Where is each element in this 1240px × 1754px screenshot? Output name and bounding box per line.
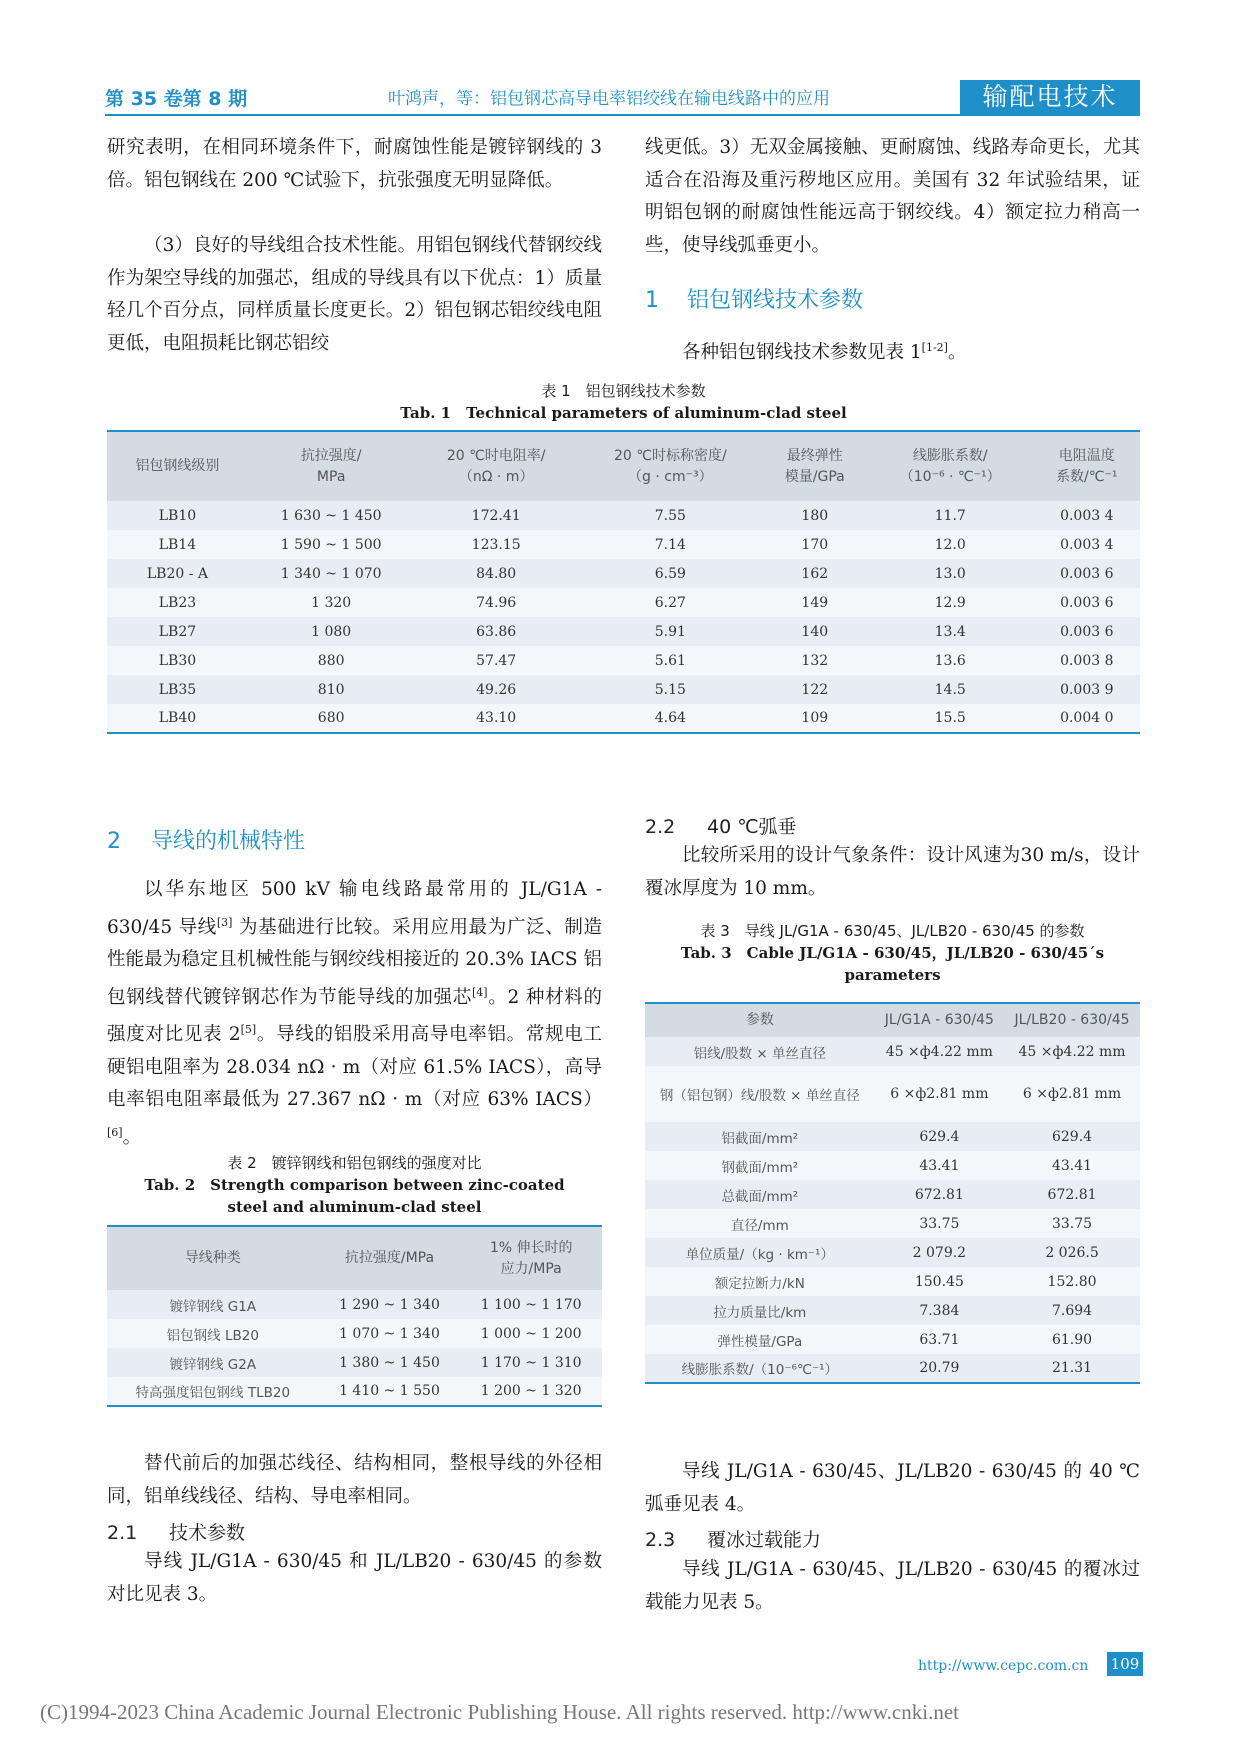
table-cell: 680 [317, 710, 345, 726]
table-cell: 镀锌钢线 G2A [169, 1356, 257, 1373]
table-cell: 5.15 [654, 681, 686, 698]
column-header: 铝包钢线级别 [135, 458, 220, 474]
table-cell: 61.90 [1051, 1331, 1093, 1348]
table-cell: 6.59 [654, 565, 686, 582]
table-cell: 1 380 ~ 1 450 [339, 1354, 440, 1371]
column-header: 参数 [745, 1012, 774, 1028]
table-cell: 150.45 [914, 1273, 964, 1290]
table-cell: 单位质量/（kg · km⁻¹） [685, 1246, 834, 1263]
page-header [105, 80, 1140, 120]
column-header: 电阻温度 系数/℃⁻¹ [1056, 447, 1118, 485]
table-cell: LB27 [158, 623, 197, 640]
table-cell: 1 290 ~ 1 340 [339, 1296, 440, 1313]
column-header: JL/G1A - 630/45 [884, 1012, 994, 1028]
section-1-heading [645, 283, 863, 314]
table-cell: 33.75 [1051, 1215, 1093, 1232]
column-header: 线膨胀系数/ （10⁻⁶ · ℃⁻¹） [899, 447, 1001, 485]
table-cell: 0.003 6 [1060, 623, 1114, 640]
journal-name: 输配电技术 [960, 80, 1140, 114]
left-paragraph-1: 研究表明，在相同环境条件下，耐腐蚀性能是镀锌钢线的 3 倍。铝包钢线在 200 ℃试验下，抗张强度无明显降低。 [107, 137, 602, 191]
table-cell: 0.004 0 [1060, 710, 1114, 726]
column-header: 20 ℃时电阻率/ （nΩ · m） [446, 447, 546, 485]
page-number: 109 [1107, 1652, 1143, 1676]
section-2-paragraph-2: 替代前后的加强芯线径、结构相同，整根导线的外径相同，铝单线线径、结构、导电率相同。 [107, 1453, 602, 1507]
table-cell: 672.81 [1047, 1186, 1097, 1203]
table-cell: LB23 [158, 594, 197, 611]
table-cell: 140 [801, 623, 829, 640]
table-cell: 43.10 [476, 710, 517, 726]
table-row [645, 1325, 1140, 1354]
section-2-2-paragraph-2: 导线 JL/G1A - 630/45、JL/LB20 - 630/45 的 40 ℃弧垂见表 4。 [645, 1461, 1140, 1515]
subsection-2-3-heading: 2.3 覆冰过载能力 [645, 1529, 822, 1551]
table-1-caption: 表 1 铝包钢线技术参数 Tab. 1 Technical parameters of aluminum-clad steel [400, 382, 847, 422]
table-cell: 1 590 ~ 1 500 [280, 536, 382, 553]
table-cell: 0.003 6 [1060, 594, 1114, 611]
table-row [645, 1209, 1140, 1238]
table-cell: 13.0 [934, 565, 966, 582]
journal-url[interactable]: http://www.cepc.com.cn [918, 1658, 1089, 1674]
table-cell: 63.86 [476, 623, 517, 640]
table-cell: 6 ×ф2.81 mm [890, 1086, 989, 1102]
header-rule [105, 114, 1140, 116]
table-row [645, 1296, 1140, 1325]
table-2-caption: 表 2 镀锌钢线和铝包钢线的强度对比 Tab. 2 Strength comparison between zinc-coated steel and aluminum-clad steel [144, 1154, 565, 1216]
table-row [107, 1319, 602, 1348]
section-2-3-paragraph: 导线 JL/G1A - 630/45、JL/LB20 - 630/45 的覆冰过载能力见表 5。 [645, 1559, 1140, 1613]
table-cell: 810 [317, 681, 345, 698]
column-header: 抗拉强度/MPa [344, 1250, 435, 1266]
table-row [645, 1122, 1140, 1151]
copyright-notice: (C)1994-2023 China Academic Journal Electronic Publishing House. All rights reserved. http://www.cnki.net [40, 1700, 959, 1724]
table-cell: 6 ×ф2.81 mm [1022, 1086, 1122, 1102]
table-cell: 11.7 [934, 507, 966, 524]
table-cell: 0.003 4 [1060, 507, 1114, 524]
table-row [645, 1267, 1140, 1296]
volume-label: 第 35 卷第 8 期 [105, 88, 248, 110]
table-cell: LB40 [158, 710, 197, 726]
left-paragraph-2: （3）良好的导线组合技术性能。用铝包钢线代替钢绞线作为架空导线的加强芯，组成的导线具有以下优点：1）质量轻几个百分点，同样质量长度更长。2）铝包钢芯铝绞线电阻更低，电阻损耗比钢芯铝绞 [107, 235, 602, 354]
table-row [107, 559, 1140, 588]
table-cell: 629.4 [1051, 1128, 1093, 1145]
table-cell: 1 070 ~ 1 340 [339, 1325, 440, 1342]
table-cell: 铝截面/mm² [721, 1130, 799, 1147]
table-cell: 0.003 4 [1060, 536, 1114, 553]
section-2-heading: 2 导线的机械特性 [107, 829, 306, 854]
column-header: 抗拉强度/ MPa [300, 447, 362, 485]
table-cell: 1 170 ~ 1 310 [480, 1354, 582, 1371]
table-cell: 109 [801, 710, 829, 726]
table-cell: 2 079.2 [912, 1244, 967, 1261]
table-cell: 20.79 [919, 1360, 960, 1376]
subsection-2-2-heading: 2.2 40 ℃弧垂 [645, 816, 797, 838]
table-cell: 钢（铝包钢）线/股数 × 单丝直径 [659, 1088, 860, 1104]
table-row [107, 617, 1140, 646]
section-2-1-paragraph: 导线 JL/G1A - 630/45 和 JL/LB20 - 630/45 的参数对比见表 3。 [107, 1551, 602, 1605]
table-cell: 1 200 ~ 1 320 [480, 1383, 582, 1399]
column-header: 最终弹性 模量/GPa [784, 447, 845, 485]
table-row [107, 675, 1140, 704]
table-cell: 13.4 [934, 623, 966, 640]
table-cell: 57.47 [476, 652, 517, 669]
table-cell: 1 630 ~ 1 450 [280, 507, 382, 524]
table-2 [107, 1225, 602, 1407]
table-cell: 线膨胀系数/（10⁻⁶℃⁻¹） [681, 1362, 839, 1378]
table-cell: LB14 [158, 536, 197, 553]
table-cell: 45 ×ф4.22 mm [885, 1043, 993, 1060]
table-cell: 12.0 [934, 536, 966, 553]
table-cell: 123.15 [471, 536, 521, 553]
table-cell: 0.003 8 [1060, 652, 1114, 669]
table-cell: 49.26 [476, 681, 517, 698]
table-cell: 1 000 ~ 1 200 [480, 1325, 582, 1342]
table-cell: 12.9 [934, 594, 966, 611]
column-header: JL/LB20 - 630/45 [1014, 1012, 1130, 1028]
table-cell: 1 080 [311, 623, 352, 640]
table-cell: 铝线/股数 × 单丝直径 [693, 1045, 827, 1062]
table-cell: 7.14 [654, 536, 686, 553]
table-row [645, 1238, 1140, 1267]
table-cell: 拉力质量比/km [713, 1304, 807, 1321]
table-cell: 84.80 [476, 565, 517, 582]
table-cell: LB10 [158, 507, 197, 524]
table-cell: 7.55 [654, 507, 686, 524]
section-2-paragraph-1: 以华东地区 500 kV 输电线路最常用的 JL/G1A - 630/45 导线[3] 为基础进行比较。采用应用最为广泛、制造性能最为稳定且机械性能与钢绞线相接近的 20.3% IACS 铝包钢线替代镀锌钢芯作为节能导线的加强芯[4]。2 种材料的强度对比见表 2[5]。导线的铝股采用高导电率铝。常规电工硬铝电阻率为 28.034 nΩ · m（对应 61.5% IACS），高导电率铝电阻率最低为 27.367 nΩ · m（对应 63% IACS）[6]。 [107, 879, 602, 1149]
table-row [107, 501, 1140, 530]
table-cell: 5.61 [654, 652, 686, 669]
table-cell: 43.41 [1051, 1157, 1093, 1174]
section-2-2-paragraph-1: 比较所采用的设计气象条件：设计风速为30 m/s，设计覆冰厚度为 10 mm。 [645, 845, 1140, 899]
table-cell: 弹性模量/GPa [717, 1333, 803, 1350]
column-header: 导线种类 [184, 1250, 241, 1266]
table-cell: 33.75 [919, 1215, 960, 1232]
table-cell: 672.81 [914, 1186, 964, 1203]
table-cell: 1 340 ~ 1 070 [280, 565, 382, 582]
table-cell: 4.64 [654, 710, 686, 726]
table-cell: 880 [317, 652, 345, 669]
table-cell: 43.41 [919, 1157, 960, 1174]
table-cell: 1 410 ~ 1 550 [339, 1383, 440, 1399]
table-row [107, 530, 1140, 559]
table-cell: 直径/mm [730, 1217, 789, 1234]
table-cell: 1 320 [311, 594, 352, 611]
table-row [645, 1354, 1140, 1383]
table-row [645, 1180, 1140, 1209]
table-cell: 6.27 [654, 594, 686, 611]
table-cell: 总截面/mm² [721, 1188, 799, 1205]
table-cell: 74.96 [476, 594, 517, 611]
subsection-2-1-heading: 2.1 技术参数 [107, 1522, 246, 1544]
table-cell: 122 [801, 681, 829, 698]
table-cell: 172.41 [471, 507, 521, 524]
table-cell: 0.003 9 [1060, 681, 1114, 698]
column-header: 20 ℃时标称密度/ （g · cm⁻³） [613, 447, 727, 485]
table-row [107, 1348, 602, 1377]
column-header: 1% 伸长时的 应力/MPa [489, 1239, 573, 1277]
table-cell: 镀锌钢线 G1A [169, 1298, 257, 1315]
table-cell: 45 ×ф4.22 mm [1018, 1043, 1126, 1060]
table-cell: 629.4 [919, 1128, 960, 1145]
table-cell: 额定拉断力/kN [714, 1275, 805, 1292]
table-cell: 2 026.5 [1045, 1244, 1099, 1261]
table-cell: 162 [801, 565, 829, 582]
table-3 [645, 1002, 1140, 1384]
table-cell: 13.6 [934, 652, 966, 669]
table-row [107, 704, 1140, 733]
right-paragraph-1: 线更低。3）无双金属接触、更耐腐蚀、线路寿命更长，尤其适合在沿海及重污秽地区应用。美国有 32 年试验结果，证明铝包钢的耐腐蚀性能远高于钢绞线。4）额定拉力稍高一些，使导线弧垂更小。 [645, 137, 1140, 256]
table-cell: LB35 [158, 681, 197, 698]
table-cell: LB20 - A [146, 565, 208, 582]
table-3-caption: 表 3 导线 JL/G1A - 630/45、JL/LB20 - 630/45 的参数 Tab. 3 Cable JL/G1A - 630/45，JL/LB20 - 630/45´s parameters [680, 922, 1105, 984]
table-row [645, 1037, 1140, 1066]
table-cell: 180 [801, 507, 829, 524]
table-cell: 7.384 [919, 1302, 960, 1319]
table-cell: 132 [801, 652, 829, 669]
table-row [107, 1290, 602, 1319]
table-row [107, 588, 1140, 617]
table-cell: LB30 [158, 652, 197, 669]
table-cell: 63.71 [919, 1331, 960, 1348]
table-cell: 170 [801, 536, 829, 553]
section-number: 1 [645, 288, 659, 313]
table-row [107, 1377, 602, 1406]
table-cell: 铝包钢线 LB20 [166, 1327, 259, 1344]
right-paragraph-2: 各种铝包钢线技术参数见表 1[1-2]。 [682, 341, 967, 364]
table-cell: 5.91 [654, 623, 686, 640]
table-cell: 钢截面/mm² [721, 1159, 799, 1176]
table-1 [107, 430, 1140, 734]
table-cell: 21.31 [1051, 1360, 1093, 1376]
section-title: 铝包钢线技术参数 [687, 288, 864, 313]
table-cell: 7.694 [1051, 1302, 1093, 1319]
table-row [107, 646, 1140, 675]
table-cell: 0.003 6 [1060, 565, 1114, 582]
table-cell: 14.5 [934, 681, 966, 698]
running-title: 叶鸿声，等：铝包钢芯高导电率铝绞线在输电线路中的应用 [388, 89, 830, 109]
table-cell: 1 100 ~ 1 170 [480, 1296, 582, 1313]
table-row [645, 1066, 1140, 1122]
table-row [645, 1151, 1140, 1180]
table-cell: 特高强度铝包钢线 TLB20 [135, 1385, 291, 1401]
table-cell: 152.80 [1047, 1273, 1097, 1290]
table-cell: 15.5 [934, 710, 966, 726]
table-cell: 149 [801, 594, 829, 611]
